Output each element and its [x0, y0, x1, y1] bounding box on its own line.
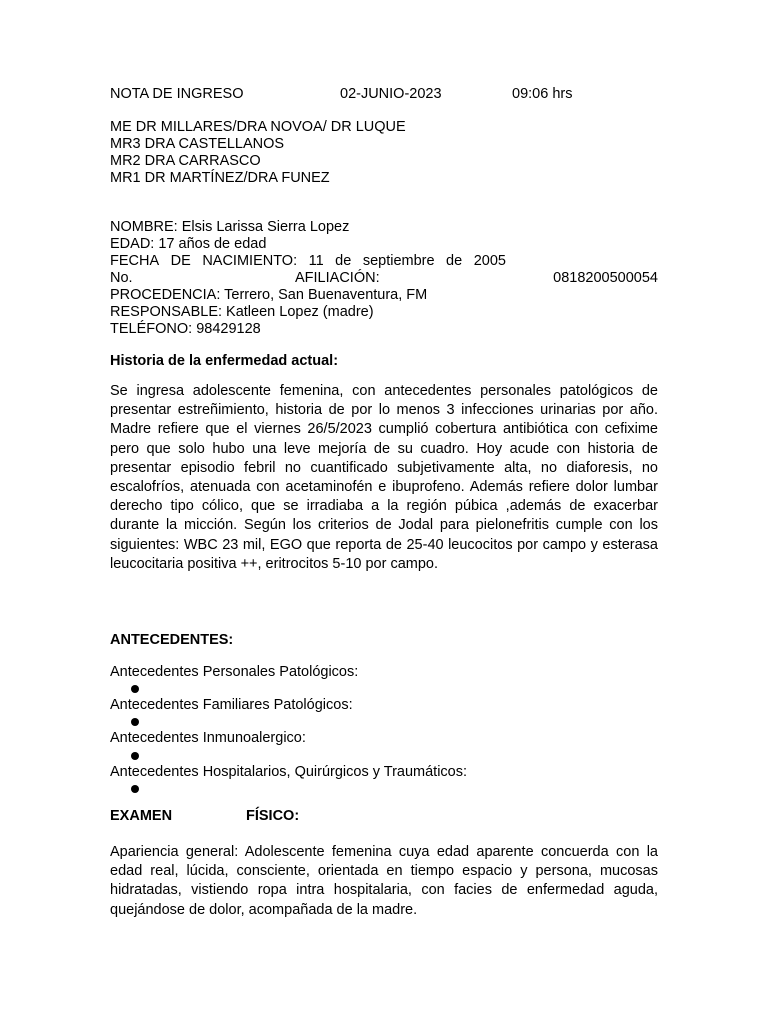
staff-line: MR3 DRA CASTELLANOS: [110, 136, 285, 152]
birthdate-word: DE: [170, 253, 191, 269]
antecedentes-item: Antecedentes Hospitalarios, Quirúrgicos y Traumáticos:: [110, 764, 468, 780]
antecedentes-item: Antecedentes Personales Patológicos:: [110, 664, 359, 680]
history-text: Se ingresa adolescente femenina, con antecedentes personales patológicos de presentar estreñimiento, historia de por lo menos 3 infecciones urinarias por año. Madre refiere que el viernes 26/5/2023 cumplió cobertura antibiótica con cefixime pero que solo hubo una leve mejoría de su cuadro. Hoy acude con historia de presentar episodio febril no cuantificado subjetivamente alta, no diaforesis, no escalofríos, atenuada con acetaminofén e ibuprofeno. Además refiere dolor lumbar derecho tipo cólico, que se irradiaba a la región púbica ,además de exacerbar durante la micción. Según los criterios de Jodal para pielonefritis cumple con los siguientes: WBC 23 mil, EGO que reporta de 25-40 leucocitos por campo y esterasa leucocitaria positiva ++, eritrocitos 5-10 por campo.: [110, 383, 658, 572]
note-time: 09:06 hrs: [512, 86, 573, 102]
patient-age: EDAD: 17 años de edad: [110, 236, 267, 252]
birthdate-word: 11: [308, 253, 324, 269]
patient-birthdate: [110, 253, 506, 270]
staff-line: MR2 DRA CARRASCO: [110, 153, 261, 169]
antecedentes-item: Antecedentes Familiares Patológicos:: [110, 697, 353, 713]
bullet-icon: [131, 685, 139, 693]
affiliation-label: AFILIACIÓN:: [295, 270, 380, 286]
patient-name: NOMBRE: Elsis Larissa Sierra Lopez: [110, 219, 350, 235]
birthdate-word: de: [335, 253, 352, 269]
birthdate-word: FECHA: [110, 253, 160, 269]
antecedentes-heading: ANTECEDENTES:: [110, 632, 234, 648]
note-title: NOTA DE INGRESO: [110, 86, 244, 102]
patient-affiliation: [110, 270, 658, 287]
patient-phone: TELÉFONO: 98429128: [110, 321, 261, 337]
birthdate-word: de: [446, 253, 463, 269]
history-heading: Historia de la enfermedad actual:: [110, 353, 339, 369]
patient-guardian: RESPONSABLE: Katleen Lopez (madre): [110, 304, 374, 320]
birthdate-word: 2005: [473, 253, 506, 269]
general-appearance-text: Apariencia general: Adolescente femenina cuya edad aparente concuerda con la edad real, lúcida, consciente, orientada en tiempo espacio y persona, mucosas hidratadas, vistiendo ropa intra hospitalaria, con facies de enfermedad aguda, quejándose de dolor, acompañada de la madre.: [110, 844, 658, 918]
staff-line: ME DR MILLARES/DRA NOVOA/ DR LUQUE: [110, 119, 406, 135]
staff-line: MR1 DR MARTÍNEZ/DRA FUNEZ: [110, 170, 330, 186]
affiliation-value: 0818200500054: [553, 270, 658, 286]
patient-origin: PROCEDENCIA: Terrero, San Buenaventura, FM: [110, 287, 428, 303]
birthdate-word: septiembre: [362, 253, 435, 269]
exam-heading-part-2: FÍSICO:: [246, 808, 300, 824]
bullet-icon: [131, 785, 139, 793]
note-date: 02-JUNIO-2023: [340, 86, 442, 102]
affiliation-no-label: No.: [110, 270, 133, 286]
bullet-icon: [131, 718, 139, 726]
bullet-icon: [131, 752, 139, 760]
birthdate-word: NACIMIENTO:: [202, 253, 298, 269]
exam-heading-part-1: EXAMEN: [110, 808, 173, 824]
antecedentes-item: Antecedentes Inmunoalergico:: [110, 730, 306, 746]
